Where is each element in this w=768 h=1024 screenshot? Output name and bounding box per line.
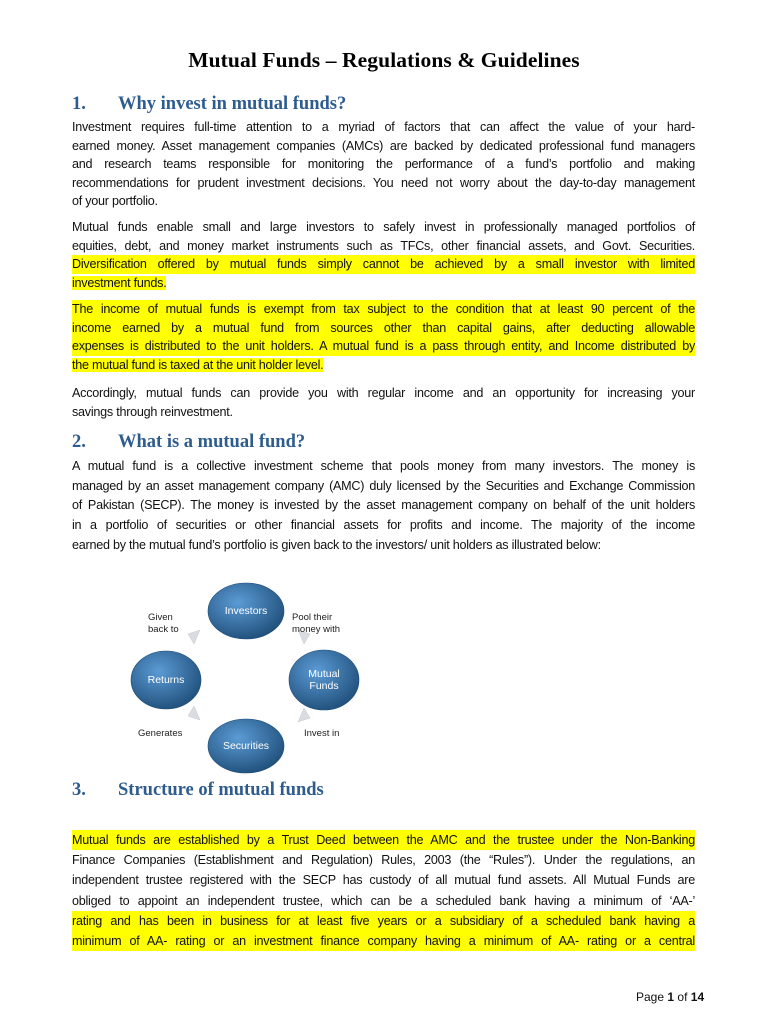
s3-paragraph-1 — [72, 830, 695, 951]
text-line: managed by an asset management company (AMC) duly licensed by the Securities and Exchange Commission — [72, 478, 695, 493]
text-line: A mutual fund is a collective investment scheme that pools money from many investors. The money is — [72, 459, 695, 473]
arrow-bottom-right — [298, 708, 310, 722]
node-mutual-funds: Mutual Funds — [308, 668, 340, 692]
mutual-fund-cycle-diagram — [128, 578, 368, 774]
highlighted-text-line: minimum of AA- rating or an investment finance company having a minimum of AA- rating or a central — [72, 931, 695, 951]
highlighted-text-line: income earned by a mutual fund from sources other than capital gains, after deducting allowable — [72, 319, 695, 338]
text-line: obliged to appoint an independent trustee, which can be a scheduled bank having a minimum of ‘AA-’ — [72, 893, 695, 908]
highlighted-text-line: investment funds. — [72, 275, 167, 290]
highlighted-text-line: Mutual funds are established by a Trust Deed between the AMC and the trustee under the Non-Banking — [72, 830, 695, 850]
text-line: of Pakistan (SECP). The money is invested by the asset management company on behalf of the unit holders — [72, 498, 695, 513]
section-number: 2. — [72, 432, 86, 452]
text-line: earned money. Asset management companies (AMCs) are backed by dedicated professional fund managers — [72, 138, 695, 153]
s1-paragraph-4 — [72, 384, 695, 421]
section-heading-text: What is a mutual fund? — [118, 432, 306, 452]
section-heading-text: Why invest in mutual funds? — [118, 94, 347, 114]
s1-paragraph-2 — [72, 218, 695, 292]
node-returns: Returns — [147, 674, 185, 686]
of-label: of — [677, 990, 688, 1004]
text-line: Accordingly, mutual funds can provide you with regular income and an opportunity for increasing your — [72, 386, 695, 400]
text-line: of your portfolio. — [72, 194, 158, 209]
text-line: Finance Companies (Establishment and Regulation) Rules, 2003 (the “Rules”). Under the regulations, an — [72, 853, 695, 868]
s1-paragraph-3 — [72, 300, 695, 374]
text-line: in a portfolio of securities or other financial assets for profits and income. The majority of the income — [72, 518, 695, 533]
text-line: Investment requires full-time attention to a myriad of factors that can affect the value of your hard- — [72, 120, 695, 134]
page-footer — [636, 990, 704, 1004]
highlighted-text-line: Diversification offered by mutual funds simply cannot be achieved by a small investor with limited — [72, 255, 695, 274]
section-heading-3 — [72, 780, 324, 801]
section-heading-2 — [72, 432, 305, 453]
text-line: equities, debt, and money market instruments such as TFCs, other financial assets, and Govt. Securities. — [72, 238, 695, 253]
text-line: recommendations for prudent investment decisions. You need not worry about the day-to-day management — [72, 175, 695, 190]
section-number: 1. — [72, 94, 86, 114]
highlighted-text-line: the mutual fund is taxed at the unit holder level. — [72, 357, 324, 372]
edge-label-generates: Generates — [138, 728, 183, 739]
page-current: 1 — [667, 990, 675, 1004]
s1-paragraph-1 — [72, 118, 695, 211]
edge-label-pool-money: Pool their money with — [292, 612, 341, 635]
highlighted-text-line: expenses is distributed to the unit holders. A mutual fund is a pass through entity, and Income distributed by — [72, 337, 695, 356]
arrow-bottom-left — [188, 706, 200, 720]
s2-paragraph-1 — [72, 457, 695, 556]
node-securities: Securities — [222, 740, 270, 752]
text-line: earned by the mutual fund’s portfolio is given back to the investors/ unit holders as illustrated below: — [72, 537, 601, 552]
highlighted-text-line: rating and has been in business for at least five years or a subsidiary of a scheduled bank having a — [72, 911, 695, 931]
section-heading-1 — [72, 94, 346, 115]
text-line: and research teams responsible for monitoring the performance of a fund’s portfolio and making — [72, 157, 695, 172]
node-investors: Investors — [224, 605, 268, 617]
section-heading-text: Structure of mutual funds — [118, 780, 324, 800]
edge-label-given-back-to: Given back to — [148, 612, 179, 635]
text-line: Mutual funds enable small and large investors to safely invest in professionally managed portfolios of — [72, 220, 695, 234]
section-number: 3. — [72, 780, 86, 800]
highlighted-text-line: The income of mutual funds is exempt from tax subject to the condition that at least 90 percent of the — [72, 300, 695, 319]
document-title: Mutual Funds – Regulations & Guidelines — [188, 48, 580, 72]
page-label: Page — [636, 990, 665, 1004]
text-line: savings through reinvestment. — [72, 404, 233, 419]
edge-label-invest-in: Invest in — [304, 728, 340, 739]
text-line: independent trustee registered with the SECP has custody of all mutual fund assets. All Mutual Funds are — [72, 873, 695, 888]
page-total: 14 — [690, 990, 705, 1004]
